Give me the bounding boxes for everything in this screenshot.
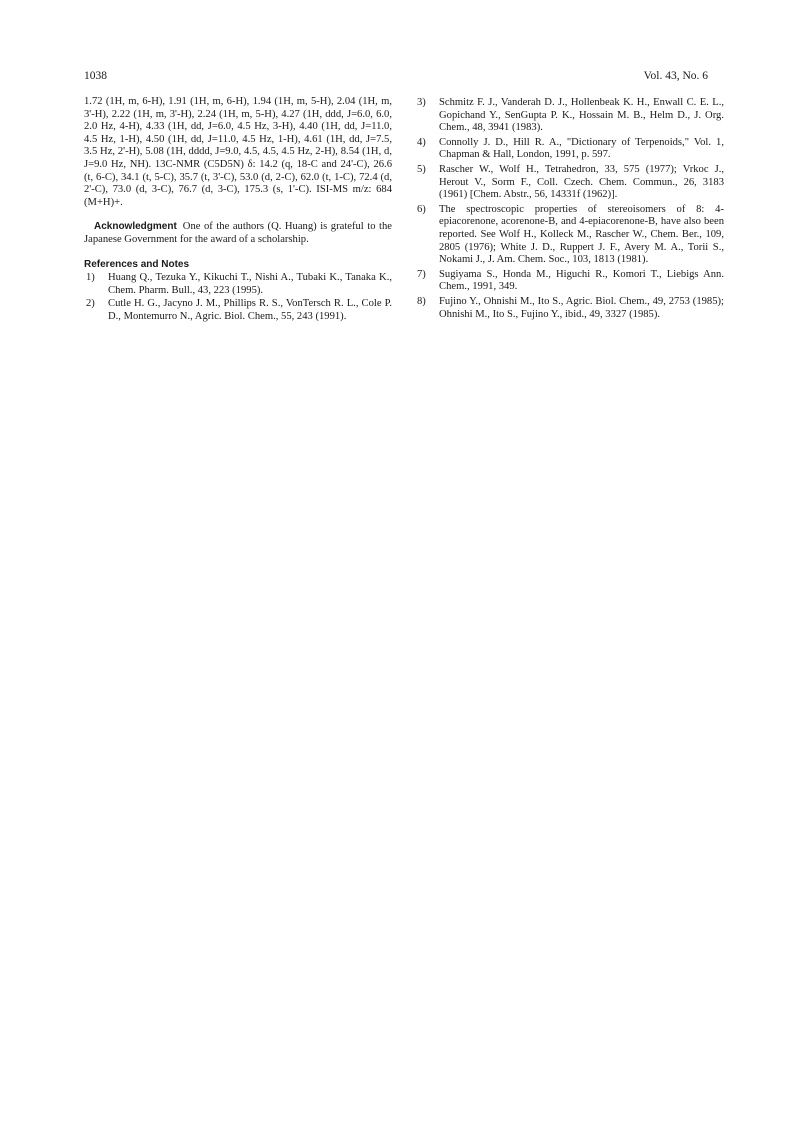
volume-issue: Vol. 43, No. 6 <box>643 70 708 82</box>
reference-7 <box>415 269 724 294</box>
reference-number: 2) <box>86 298 95 310</box>
reference-4 <box>415 137 724 162</box>
reference-number: 8) <box>417 295 426 307</box>
reference-5 <box>415 164 724 202</box>
reference-number: 3) <box>417 97 426 108</box>
reference-number: 1) <box>86 272 95 284</box>
reference-number: 7) <box>417 268 426 280</box>
references-heading: References and Notes <box>84 258 190 270</box>
ack-text: One of the authors (Q. Huang) is grateful to the Japanese Government for the award of a scholarship. <box>84 221 392 245</box>
reference-number: 6) <box>417 203 426 215</box>
ack-heading: Acknowledgment <box>94 221 177 233</box>
acknowledgment <box>84 221 392 246</box>
reference-text: Huang Q., Tezuka Y., Kikuchi T., Nishi A., Tubaki K., Tanaka K., Chem. Pharm. Bull., 43, 223 (1995). <box>108 272 392 296</box>
reference-number: 5) <box>417 163 426 175</box>
reference-6 <box>415 204 724 267</box>
reference-1 <box>84 272 392 297</box>
reference-8 <box>415 296 724 321</box>
reference-text: Connolly J. D., Hill R. A., "Dictionary of Terpenoids," Vol. 1, Chapman & Hall, London, 1991, p. 597. <box>439 136 724 161</box>
reference-text: The spectroscopic properties of stereoisomers of 8: 4-epiacorenone, acorenone-B, and 4-epiacorenone-B, have also been reported. See Wolf H., Kolleck M., Rascher W., Chem. Ber., 109, 2805 (1976); White J. D., Ruppert J. F., Avery M. A., Torii S., Nokami J., J. Am. Chem. Soc., 103, 1813 (1981). <box>439 203 724 266</box>
reference-text: Cutle H. G., Jacyno J. M., Phillips R. S., VonTersch R. L., Cole P. D., Montemurro N., Agric. Biol. Chem., 55, 243 (1991). <box>108 298 392 322</box>
reference-text: Sugiyama S., Honda M., Higuchi R., Komori T., Liebigs Ann. Chem., 1991, 349. <box>439 268 724 293</box>
reference-number: 4) <box>417 136 426 148</box>
left-column <box>84 96 392 324</box>
reference-text: Fujino Y., Ohnishi M., Ito S., Agric. Biol. Chem., 49, 2753 (1985); Ohnishi M., Ito S., Fujino Y., ibid., 49, 3327 (1985). <box>439 295 724 320</box>
right-column <box>415 96 724 323</box>
reference-text: Schmitz F. J., Vanderah D. J., Hollenbeak K. H., Enwall C. E. L., Gopichand Y., SenGupta P. K., Hossain M. B., Helm D., J. Org. Chem., 48, 3941 (1983). <box>439 97 724 134</box>
reference-3 <box>415 97 724 135</box>
reference-text: Rascher W., Wolf H., Tetrahedron, 33, 575 (1977); Vrkoc J., Herout V., Sorm F., Coll. Czech. Chem. Commun., 26, 3183 (1961) [Chem. Abstr., 56, 14331f (1962)]. <box>439 163 724 201</box>
nmr-paragraph: 1.72 (1H, m, 6-H), 1.91 (1H, m, 6-H), 1.94 (1H, m, 5-H), 2.04 (1H, m, 3'-H), 2.22 (1H, m, 3'-H), 2.24 (1H, m, 5-H), 4.27 (1H, ddd, J=6.0, 6.0, 2.0 Hz, 4-H), 4.33 (1H, dd, J=6.0, 4.5 Hz, 3-H), 4.40 (1H, dd, J=11.0, 4.5 Hz, 1-H), 4.50 (1H, dd, J=11.0, 4.5 Hz, 1-H), 4.61 (1H, dd, J=7.5, 3.5 Hz, 2'-H), 5.08 (1H, dddd, J=9.0, 4.5, 4.5, 4.5 Hz, 2-H), 8.54 (1H, d, J=9.0 Hz, NH). 13C-NMR (C5D5N) δ: 14.2 (q, 18-C and 24'-C), 26.6 (t, 6-C), 34.1 (t, 5-C), 35.7 (t, 3'-C), 53.0 (d, 2-C), 62.0 (t, 1-C), 72.4 (d, 2'-C), 73.0 (d, 3-C), 76.7 (d, 3-C), 175.3 (s, 1'-C). ISI-MS m/z: 684 (M+H)+. <box>84 96 392 208</box>
page-number: 1038 <box>84 70 107 82</box>
reference-2 <box>84 298 392 323</box>
